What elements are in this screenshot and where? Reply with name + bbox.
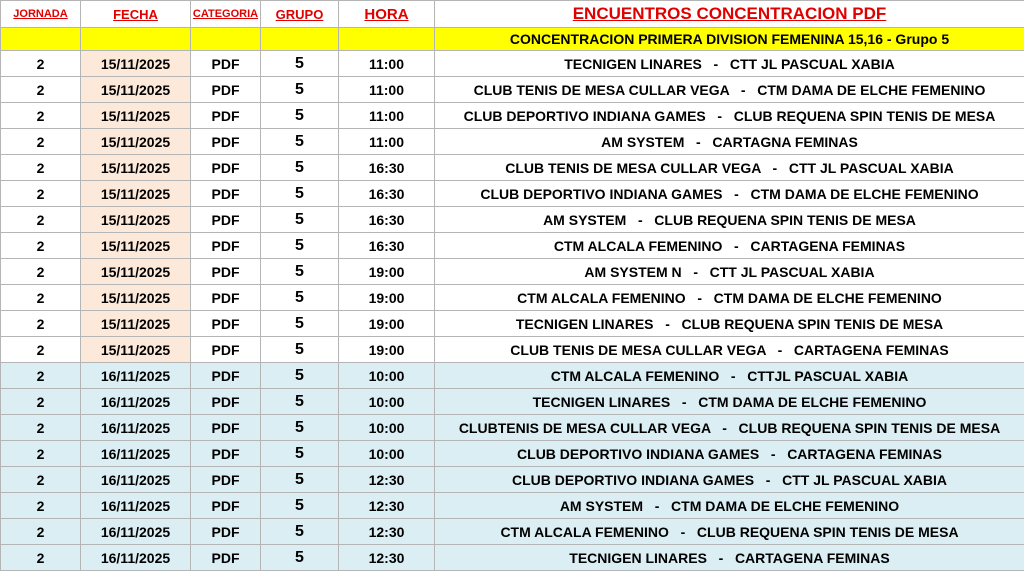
cell-jornada[interactable]: 2 <box>1 337 81 363</box>
banner-row <box>1 28 1024 51</box>
cell-categoria[interactable]: PDF <box>191 363 261 389</box>
cell-hora[interactable]: 12:30 <box>339 545 435 571</box>
table-row <box>1 155 1024 181</box>
table-row <box>1 233 1024 259</box>
cell-hora[interactable]: 16:30 <box>339 181 435 207</box>
cell-encuentro[interactable]: TECNIGEN LINARES - CTM DAMA DE ELCHE FEMENINO <box>435 389 1024 415</box>
table-row <box>1 285 1024 311</box>
cell-fecha[interactable]: 15/11/2025 <box>81 155 191 181</box>
cell-hora[interactable]: 19:00 <box>339 311 435 337</box>
cell-jornada[interactable]: 2 <box>1 545 81 571</box>
cell-categoria[interactable]: PDF <box>191 545 261 571</box>
banner-cell-3[interactable] <box>191 28 261 51</box>
cell-jornada[interactable]: 2 <box>1 467 81 493</box>
cell-encuentro[interactable]: CTM ALCALA FEMENINO - CTM DAMA DE ELCHE FEMENINO <box>435 285 1024 311</box>
cell-hora[interactable]: 11:00 <box>339 77 435 103</box>
cell-encuentro[interactable]: CLUB DEPORTIVO INDIANA GAMES - CARTAGENA FEMINAS <box>435 441 1024 467</box>
cell-categoria[interactable]: PDF <box>191 207 261 233</box>
cell-hora[interactable]: 10:00 <box>339 389 435 415</box>
table-row <box>1 259 1024 285</box>
cell-jornada[interactable]: 2 <box>1 155 81 181</box>
cell-encuentro[interactable]: CLUBTENIS DE MESA CULLAR VEGA - CLUB REQUENA SPIN TENIS DE MESA <box>435 415 1024 441</box>
cell-jornada[interactable]: 2 <box>1 519 81 545</box>
cell-encuentro[interactable]: CTM ALCALA FEMENINO - CLUB REQUENA SPIN TENIS DE MESA <box>435 519 1024 545</box>
table-row <box>1 337 1024 363</box>
cell-encuentro[interactable]: CLUB TENIS DE MESA CULLAR VEGA - CTM DAMA DE ELCHE FEMENINO <box>435 77 1024 103</box>
cell-jornada[interactable]: 2 <box>1 181 81 207</box>
cell-fecha[interactable]: 15/11/2025 <box>81 285 191 311</box>
cell-hora[interactable]: 10:00 <box>339 441 435 467</box>
table-row <box>1 51 1024 77</box>
cell-encuentro[interactable]: AM SYSTEM - CLUB REQUENA SPIN TENIS DE MESA <box>435 207 1024 233</box>
table-row <box>1 389 1024 415</box>
cell-encuentro[interactable]: CLUB DEPORTIVO INDIANA GAMES - CTM DAMA DE ELCHE FEMENINO <box>435 181 1024 207</box>
cell-fecha[interactable]: 15/11/2025 <box>81 51 191 77</box>
banner-title[interactable]: CONCENTRACION PRIMERA DIVISION FEMENINA 15,16 - Grupo 5 <box>435 28 1024 51</box>
cell-hora[interactable]: 12:30 <box>339 493 435 519</box>
cell-hora[interactable]: 11:00 <box>339 51 435 77</box>
cell-categoria[interactable]: PDF <box>191 51 261 77</box>
cell-grupo[interactable]: 5 <box>261 519 339 545</box>
cell-grupo[interactable]: 5 <box>261 415 339 441</box>
cell-hora[interactable]: 19:00 <box>339 337 435 363</box>
cell-grupo[interactable]: 5 <box>261 467 339 493</box>
cell-hora[interactable]: 16:30 <box>339 207 435 233</box>
cell-categoria[interactable]: PDF <box>191 493 261 519</box>
header-categoria[interactable]: CATEGORIA <box>191 1 261 28</box>
cell-fecha[interactable]: 15/11/2025 <box>81 77 191 103</box>
cell-fecha[interactable]: 15/11/2025 <box>81 103 191 129</box>
cell-hora[interactable]: 11:00 <box>339 129 435 155</box>
cell-encuentro[interactable]: CLUB TENIS DE MESA CULLAR VEGA - CARTAGENA FEMINAS <box>435 337 1024 363</box>
cell-jornada[interactable]: 2 <box>1 259 81 285</box>
table-row <box>1 77 1024 103</box>
table-row <box>1 545 1024 571</box>
cell-grupo[interactable]: 5 <box>261 181 339 207</box>
table-row <box>1 519 1024 545</box>
cell-grupo[interactable]: 5 <box>261 233 339 259</box>
cell-categoria[interactable]: PDF <box>191 337 261 363</box>
cell-jornada[interactable]: 2 <box>1 103 81 129</box>
cell-categoria[interactable]: PDF <box>191 233 261 259</box>
cell-grupo[interactable]: 5 <box>261 363 339 389</box>
cell-categoria[interactable]: PDF <box>191 181 261 207</box>
cell-jornada[interactable]: 2 <box>1 389 81 415</box>
cell-fecha[interactable]: 16/11/2025 <box>81 519 191 545</box>
banner-cell-5[interactable] <box>339 28 435 51</box>
cell-jornada[interactable]: 2 <box>1 51 81 77</box>
cell-jornada[interactable]: 2 <box>1 311 81 337</box>
cell-categoria[interactable]: PDF <box>191 519 261 545</box>
cell-fecha[interactable]: 15/11/2025 <box>81 311 191 337</box>
header-row <box>1 1 1024 28</box>
cell-categoria[interactable]: PDF <box>191 441 261 467</box>
banner-cell-2[interactable] <box>81 28 191 51</box>
cell-grupo[interactable]: 5 <box>261 155 339 181</box>
cell-hora[interactable]: 19:00 <box>339 285 435 311</box>
cell-encuentro[interactable]: AM SYSTEM N - CTT JL PASCUAL XABIA <box>435 259 1024 285</box>
cell-jornada[interactable]: 2 <box>1 207 81 233</box>
cell-encuentro[interactable]: TECNIGEN LINARES - CLUB REQUENA SPIN TENIS DE MESA <box>435 311 1024 337</box>
cell-categoria[interactable]: PDF <box>191 259 261 285</box>
cell-categoria[interactable]: PDF <box>191 155 261 181</box>
cell-hora[interactable]: 19:00 <box>339 259 435 285</box>
cell-jornada[interactable]: 2 <box>1 493 81 519</box>
table-row <box>1 493 1024 519</box>
cell-hora[interactable]: 10:00 <box>339 363 435 389</box>
cell-grupo[interactable]: 5 <box>261 51 339 77</box>
cell-fecha[interactable]: 16/11/2025 <box>81 389 191 415</box>
cell-hora[interactable]: 12:30 <box>339 519 435 545</box>
table-row <box>1 467 1024 493</box>
cell-fecha[interactable]: 16/11/2025 <box>81 415 191 441</box>
cell-encuentro[interactable]: TECNIGEN LINARES - CARTAGENA FEMINAS <box>435 545 1024 571</box>
cell-categoria[interactable]: PDF <box>191 415 261 441</box>
cell-fecha[interactable]: 15/11/2025 <box>81 181 191 207</box>
cell-fecha[interactable]: 15/11/2025 <box>81 259 191 285</box>
cell-hora[interactable]: 16:30 <box>339 155 435 181</box>
cell-grupo[interactable]: 5 <box>261 285 339 311</box>
cell-hora[interactable]: 11:00 <box>339 103 435 129</box>
table-row <box>1 415 1024 441</box>
cell-categoria[interactable]: PDF <box>191 77 261 103</box>
cell-categoria[interactable]: PDF <box>191 467 261 493</box>
cell-fecha[interactable]: 16/11/2025 <box>81 545 191 571</box>
banner-cell-1[interactable] <box>1 28 81 51</box>
cell-encuentro[interactable]: CLUB DEPORTIVO INDIANA GAMES - CTT JL PASCUAL XABIA <box>435 467 1024 493</box>
cell-hora[interactable]: 10:00 <box>339 415 435 441</box>
cell-grupo[interactable]: 5 <box>261 311 339 337</box>
cell-jornada[interactable]: 2 <box>1 285 81 311</box>
cell-grupo[interactable]: 5 <box>261 493 339 519</box>
cell-fecha[interactable]: 16/11/2025 <box>81 493 191 519</box>
cell-encuentro[interactable]: CTM ALCALA FEMENINO - CTTJL PASCUAL XABIA <box>435 363 1024 389</box>
cell-encuentro[interactable]: TECNIGEN LINARES - CTT JL PASCUAL XABIA <box>435 51 1024 77</box>
cell-grupo[interactable]: 5 <box>261 129 339 155</box>
cell-encuentro[interactable]: CLUB DEPORTIVO INDIANA GAMES - CLUB REQUENA SPIN TENIS DE MESA <box>435 103 1024 129</box>
cell-fecha[interactable]: 15/11/2025 <box>81 129 191 155</box>
cell-categoria[interactable]: PDF <box>191 103 261 129</box>
cell-fecha[interactable]: 16/11/2025 <box>81 441 191 467</box>
cell-jornada[interactable]: 2 <box>1 129 81 155</box>
cell-fecha[interactable]: 15/11/2025 <box>81 337 191 363</box>
table-row <box>1 129 1024 155</box>
header-fecha[interactable]: FECHA <box>81 1 191 28</box>
cell-categoria[interactable]: PDF <box>191 285 261 311</box>
header-hora[interactable]: HORA <box>339 1 435 28</box>
cell-grupo[interactable]: 5 <box>261 103 339 129</box>
cell-fecha[interactable]: 15/11/2025 <box>81 233 191 259</box>
cell-categoria[interactable]: PDF <box>191 389 261 415</box>
cell-grupo[interactable]: 5 <box>261 441 339 467</box>
cell-fecha[interactable]: 15/11/2025 <box>81 207 191 233</box>
cell-grupo[interactable]: 5 <box>261 389 339 415</box>
cell-hora[interactable]: 16:30 <box>339 233 435 259</box>
cell-jornada[interactable]: 2 <box>1 233 81 259</box>
header-grupo[interactable]: GRUPO <box>261 1 339 28</box>
banner-cell-4[interactable] <box>261 28 339 51</box>
cell-jornada[interactable]: 2 <box>1 363 81 389</box>
cell-jornada[interactable]: 2 <box>1 415 81 441</box>
table-row <box>1 441 1024 467</box>
table-row <box>1 363 1024 389</box>
table-row <box>1 311 1024 337</box>
header-encuentros[interactable]: ENCUENTROS CONCENTRACION PDF <box>435 1 1024 28</box>
table-row <box>1 207 1024 233</box>
cell-categoria[interactable]: PDF <box>191 129 261 155</box>
cell-grupo[interactable]: 5 <box>261 545 339 571</box>
header-jornada[interactable]: JORNADA <box>1 1 81 28</box>
cell-grupo[interactable]: 5 <box>261 259 339 285</box>
cell-encuentro[interactable]: CTM ALCALA FEMENINO - CARTAGENA FEMINAS <box>435 233 1024 259</box>
cell-grupo[interactable]: 5 <box>261 77 339 103</box>
cell-categoria[interactable]: PDF <box>191 311 261 337</box>
cell-grupo[interactable]: 5 <box>261 337 339 363</box>
cell-jornada[interactable]: 2 <box>1 77 81 103</box>
table-row <box>1 103 1024 129</box>
table-row <box>1 181 1024 207</box>
cell-encuentro[interactable]: CLUB TENIS DE MESA CULLAR VEGA - CTT JL PASCUAL XABIA <box>435 155 1024 181</box>
cell-hora[interactable]: 12:30 <box>339 467 435 493</box>
cell-fecha[interactable]: 16/11/2025 <box>81 467 191 493</box>
cell-encuentro[interactable]: AM SYSTEM - CTM DAMA DE ELCHE FEMENINO <box>435 493 1024 519</box>
cell-jornada[interactable]: 2 <box>1 441 81 467</box>
cell-fecha[interactable]: 16/11/2025 <box>81 363 191 389</box>
cell-grupo[interactable]: 5 <box>261 207 339 233</box>
cell-encuentro[interactable]: AM SYSTEM - CARTAGNA FEMINAS <box>435 129 1024 155</box>
